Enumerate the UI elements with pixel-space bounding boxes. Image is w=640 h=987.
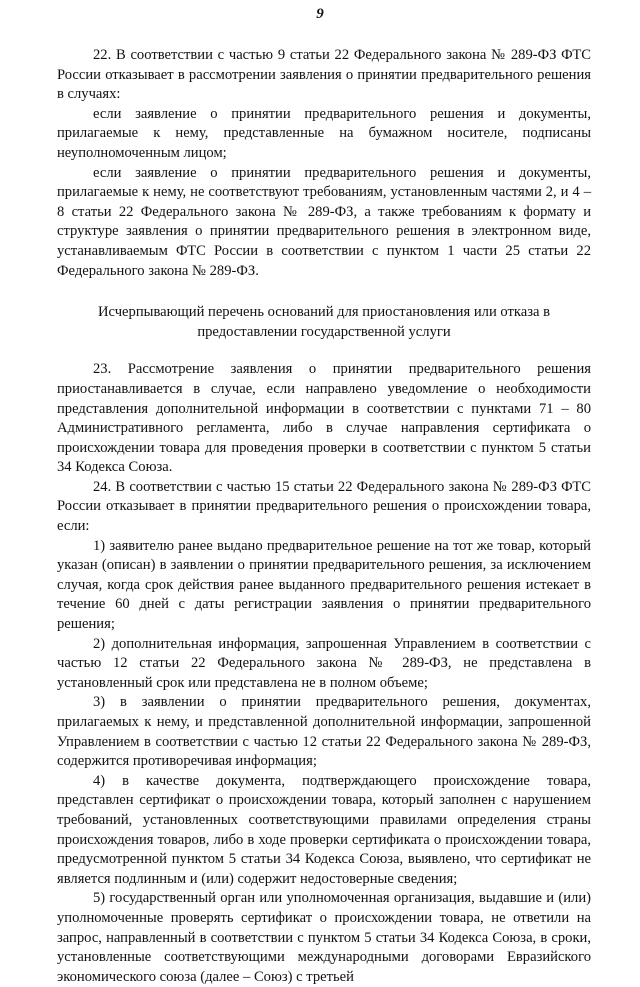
document-body [57,46,591,987]
paragraph-24-item-5: 5) государственный орган или уполномоченная организация, выдавшие и (или) уполномоченные проверять сертификат о происхождении товара, не ответили на запрос, направленный в соответствии с пунктом 5 статьи 34 Кодекса Союза, в сроки, установленные соответствующими международными договорами Евразийского экономического союза (далее – Союз) с третьей [57,890,591,985]
paragraph-23: 23. Рассмотрение заявления о принятии предварительного решения приостанавливается в случае, если направлено уведомление о необходимости представления дополнительной информации в соответствии с пунктами 71 – 80 Административного регламента, либо в случае направления сертификата о происхождении товара для проведения проверки в соответствии с пунктом 5 статьи 34 Кодекса Союза. [57,361,591,476]
paragraph-22-case-1: если заявление о принятии предварительного решения и документы, прилагаемые к нему, представленные на бумажном носителе, подписаны неуполномоченным лицом; [57,105,591,161]
page-number: 9 [316,6,324,22]
paragraph-24-item-1: 1) заявителю ранее выдано предварительное решение на тот же товар, который указан (описан) в заявлении о принятии предварительного решения, за исключением случая, когда срок действия ранее выданного предварительного решения истекает в течение 60 дней с даты регистрации заявления о принятии предварительного решения; [57,537,591,633]
section-heading: Исчерпывающий перечень оснований для приостановления или отказа в предоставлении государственной услуги [97,304,551,340]
paragraph-22: 22. В соответствии с частью 9 статьи 22 Федерального закона № 289-ФЗ ФТС России отказывает в рассмотрении заявления о принятии предварительного решения в случаях: [57,47,591,103]
paragraph-24: 24. В соответствии с частью 15 статьи 22 Федерального закона № 289-ФЗ ФТС России отказывает в принятии предварительного решения о происхождении товара, если: [57,478,591,535]
paragraph-24-item-4: 4) в качестве документа, подтверждающего происхождение товара, представлен сертификат о происхождении товара, который заполнен с нарушением требований, установленных соответствующими правилами определения страны происхождения товаров, либо в ходе проверки сертификата о происхождении товара, предусмотренной пунктом 5 статьи 34 Кодекса Союза, выявлено, что сертификат не является подлинным и (или) содержит недостоверные сведения; [57,772,591,887]
paragraph-24-item-2: 2) дополнительная информация, запрошенная Управлением в соответствии с частью 12 статьи 22 Федерального закона № 289-ФЗ, не представлена в установленный срок или представлена не в полном объеме; [57,635,591,691]
paragraph-22-case-2: если заявление о принятии предварительного решения и документы, прилагаемые к нему, не соответствуют требованиям, установленным частями 2, и 4 – 8 статьи 22 Федерального закона № 289-ФЗ, а также требованиям к формату и структуре заявления о принятии предварительного решения в электронном виде, устанавливаемым ФТС России в соответствии с пунктом 1 части 25 статьи 22 Федерального закона № 289-ФЗ. [57,164,591,279]
paragraph-24-item-3: 3) в заявлении о принятии предварительного решения, документах, прилагаемых к нему, и представленной дополнительной информации, запрошенной Управлением в соответствии с частью 12 статьи 22 Федерального закона № 289-ФЗ, содержится противоречивая информация; [57,694,591,770]
